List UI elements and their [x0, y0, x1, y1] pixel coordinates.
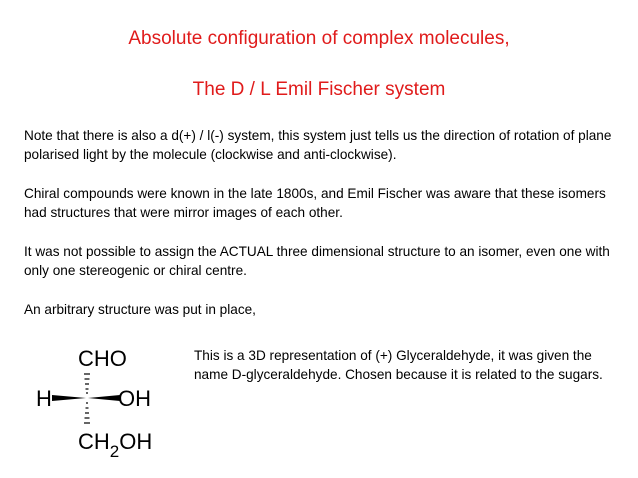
paragraph-chiral-compounds: Chiral compounds were known in the late 1800s, and Emil Fischer was aware that these isomers had structures that were mirror images of each other.	[24, 186, 606, 220]
wedge-bond-left	[52, 395, 86, 401]
structure-bottom-subscript: 2	[109, 442, 120, 461]
title-line-1: Absolute configuration of complex molecules,	[128, 28, 510, 49]
hashed-bond-up	[84, 374, 90, 393]
paragraph-optical-rotation: Note that there is also a d(+) / l(-) system, this system just tells us the direction of rotation of plane polarised light by the molecule (clockwise and anti-clockwise).	[24, 128, 612, 162]
wedge-bond-right	[88, 395, 120, 401]
structure-left-group: H	[36, 386, 52, 411]
structure-caption: This is a 3D representation of (+) Glyceraldehyde, it was given the name D-glyceraldehyde. Chosen because it is related to the sugars.	[194, 348, 603, 382]
structure-right-group: OH	[118, 386, 151, 411]
structure-bottom-suffix: OH	[119, 429, 153, 454]
paragraph-arbitrary-structure: An arbitrary structure was put in place,	[24, 302, 256, 317]
glyceraldehyde-structure	[30, 336, 190, 471]
paragraph-actual-structure: It was not possible to assign the ACTUAL three dimensional structure to an isomer, even one with only one stereogenic or chiral centre.	[24, 244, 610, 278]
structure-bottom-prefix: CH	[78, 429, 110, 454]
hashed-bond-down	[84, 403, 90, 423]
structure-top-group: CHO	[78, 346, 127, 371]
structure-bottom-group	[78, 429, 152, 461]
title-line-2: The D / L Emil Fischer system	[192, 79, 446, 100]
